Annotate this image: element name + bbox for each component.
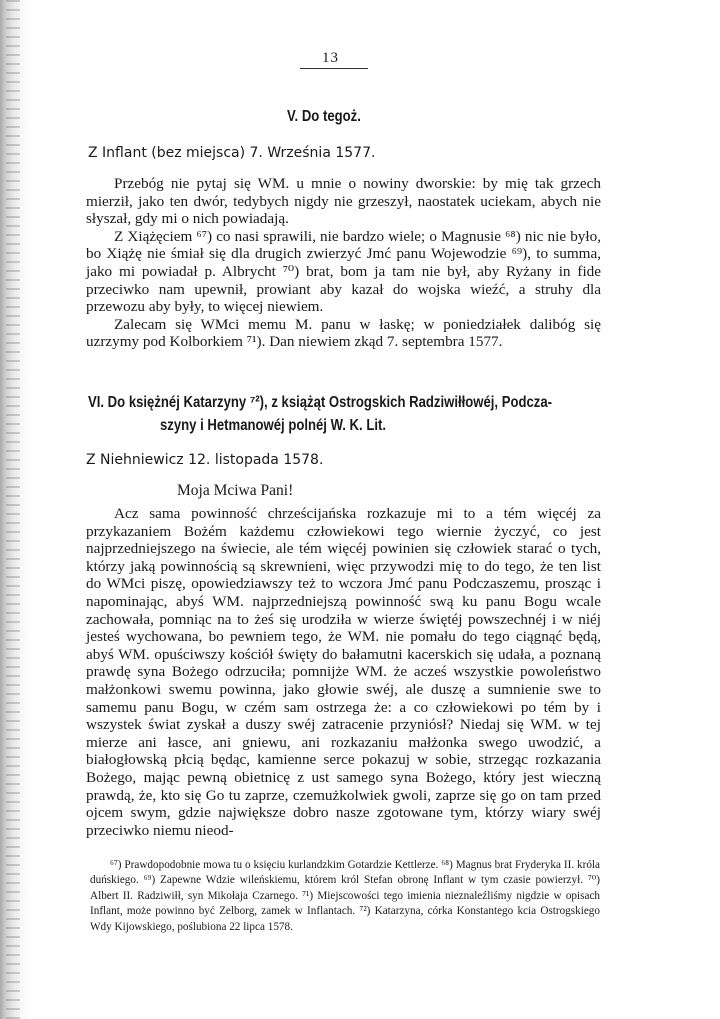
page-number: 13: [322, 50, 339, 66]
letter-6-dateline: Z Niehniewicz 12. listopada 1578.: [86, 452, 324, 468]
letter-5-dateline: Z Inflant (bez miejsca) 7. Września 1577.: [88, 145, 376, 161]
letter-5-heading: V. Do tegoż.: [287, 108, 361, 125]
letter-6-heading-line-2: szyny i Hetmanowéj polnéj W. K. Lit.: [160, 417, 386, 434]
letter-5-paragraph: Z Xiążęciem ⁶⁷) co nasi sprawili, nie bardzo wiele; o Magnusie ⁶⁸) nic nie było, bo Xiążę nie śmiał się dla drugich zwierzyć Jmć panu Wojewodzie ⁶⁹), to summa, jako mi powiadał p. Albrycht ⁷⁰) brat, bom ja tam nie był, aby Ryżany in fide przeciwko nam upewnił, prowiant aby kazał do wojska wieźć, a struhy dla przewozu aby były, to więcej niewiem.: [86, 227, 601, 316]
footnote-block: ⁶⁷) Prawdopodobnie mowa tu o księciu kurlandzkim Gotardzie Kettlerze. ⁶⁸) Magnus brat Fryderyka II. króla duńskiego. ⁶⁹) Zapewne Wdzie wileńskiemu, którem król Stefan obronę Inflant w tym czasie powierzył. ⁷⁰) Albert II. Radziwiłł, syn Mikołaja Czarnego. ⁷¹) Miejscowości tego imienia nieznaleźliśmy nigdzie w opisach Inflant, może powinno być Zelborg, zamek w Inflantach. ⁷²) Katarzyna, córka Konstantego kcia Ostrogskiego Wdy Kijowskiego, poślubiona 22 lipca 1578.: [90, 859, 600, 933]
letter-6-salutation: Moja Mciwa Pani!: [177, 482, 294, 499]
letter-5-paragraph: Przebóg nie pytaj się WM. u mnie o nowiny dworskie: by mię tak grzech mierził, jako ten dwór, tedybych nigdy nie grzeszył, naostatek uciekam, abych nie słyszał, gdy mi o nich powiadają.: [86, 175, 601, 228]
footnotes: [90, 858, 600, 935]
letter-6-body: [86, 505, 601, 839]
letter-6-paragraph: Acz sama powinność chrześcijańska rozkazuje mi to a tém więcéj za przykazaniem Bożém każdemu człowiekowi tego wiernie życzyć, co jest najprzedniejszego na świecie, ale tém więcéj powinien się człowiek starać o tych, którzy jaką powinnością są skrewnieni, więc przywodzi mię to do tego, że ten list do WMci piszę, opowiedziawszy też to wczora Jmć panu Podczaszemu, prosząc i napominając, abyś WM. najprzedniejszą powinność swą ku panu Bogu wcale zachowała, pomniąc na to żeś się urodziła w wierze świętéj powszechnéj i w niéj jesteś wychowana, bo pewniem tego, że WM. nie pomału do tego ciągnąć będą, abyś WM. opuściwszy kościół święty do bałamutni kacerskich się udała, a poznaną prawdę syna Bożego odrzuciła; pomnijże WM. że acześ wszystkie powoleństwo małżonkowi swemu powinna, jako głowie swéj, ale duszę a sumnienie swe to samemu panu Bogu, w czém sam ostrzega że: a co człowiekowi po tém by i wszystek świat zyskał a duszy swéj zatracenie przyniósł? Niedaj się WM. w tej mierze ani łasce, ani gniewu, ani rozkazaniu małżonka swego uwodzić, a białogłowską płcią będąc, kamienne serce pokazuj w sobie, strzegąc rozkazania Bożego, mając pewną obietnicę z ust samego syna Bożego, który jest wieczną prawdą, że, kto się Go tu zaprze, czemużkolwiek gwoli, zaprze się go on tam przed ojcem swym, gdzie największe dobro nasze zgotowane tym, którzy wiary swéj przeciwko niemu nieod-: [86, 505, 601, 839]
scan-binding-marks: [6, 0, 20, 1019]
letter-6-heading-line-1: VI. Do księżnéj Katarzyny ⁷²), z książąt Ostrogskich Radziwiłłowéj, Podcza-: [88, 394, 553, 411]
page-number-rule: [300, 68, 368, 69]
letter-5-paragraph: Zalecam się WMci memu M. panu w łaskę; w poniedziałek dalibóg się uzrzymy pod Kolborkiem ⁷¹). Dan niewiem zkąd 7. septembra 1577.: [86, 315, 601, 351]
letter-5-body: [86, 175, 601, 351]
